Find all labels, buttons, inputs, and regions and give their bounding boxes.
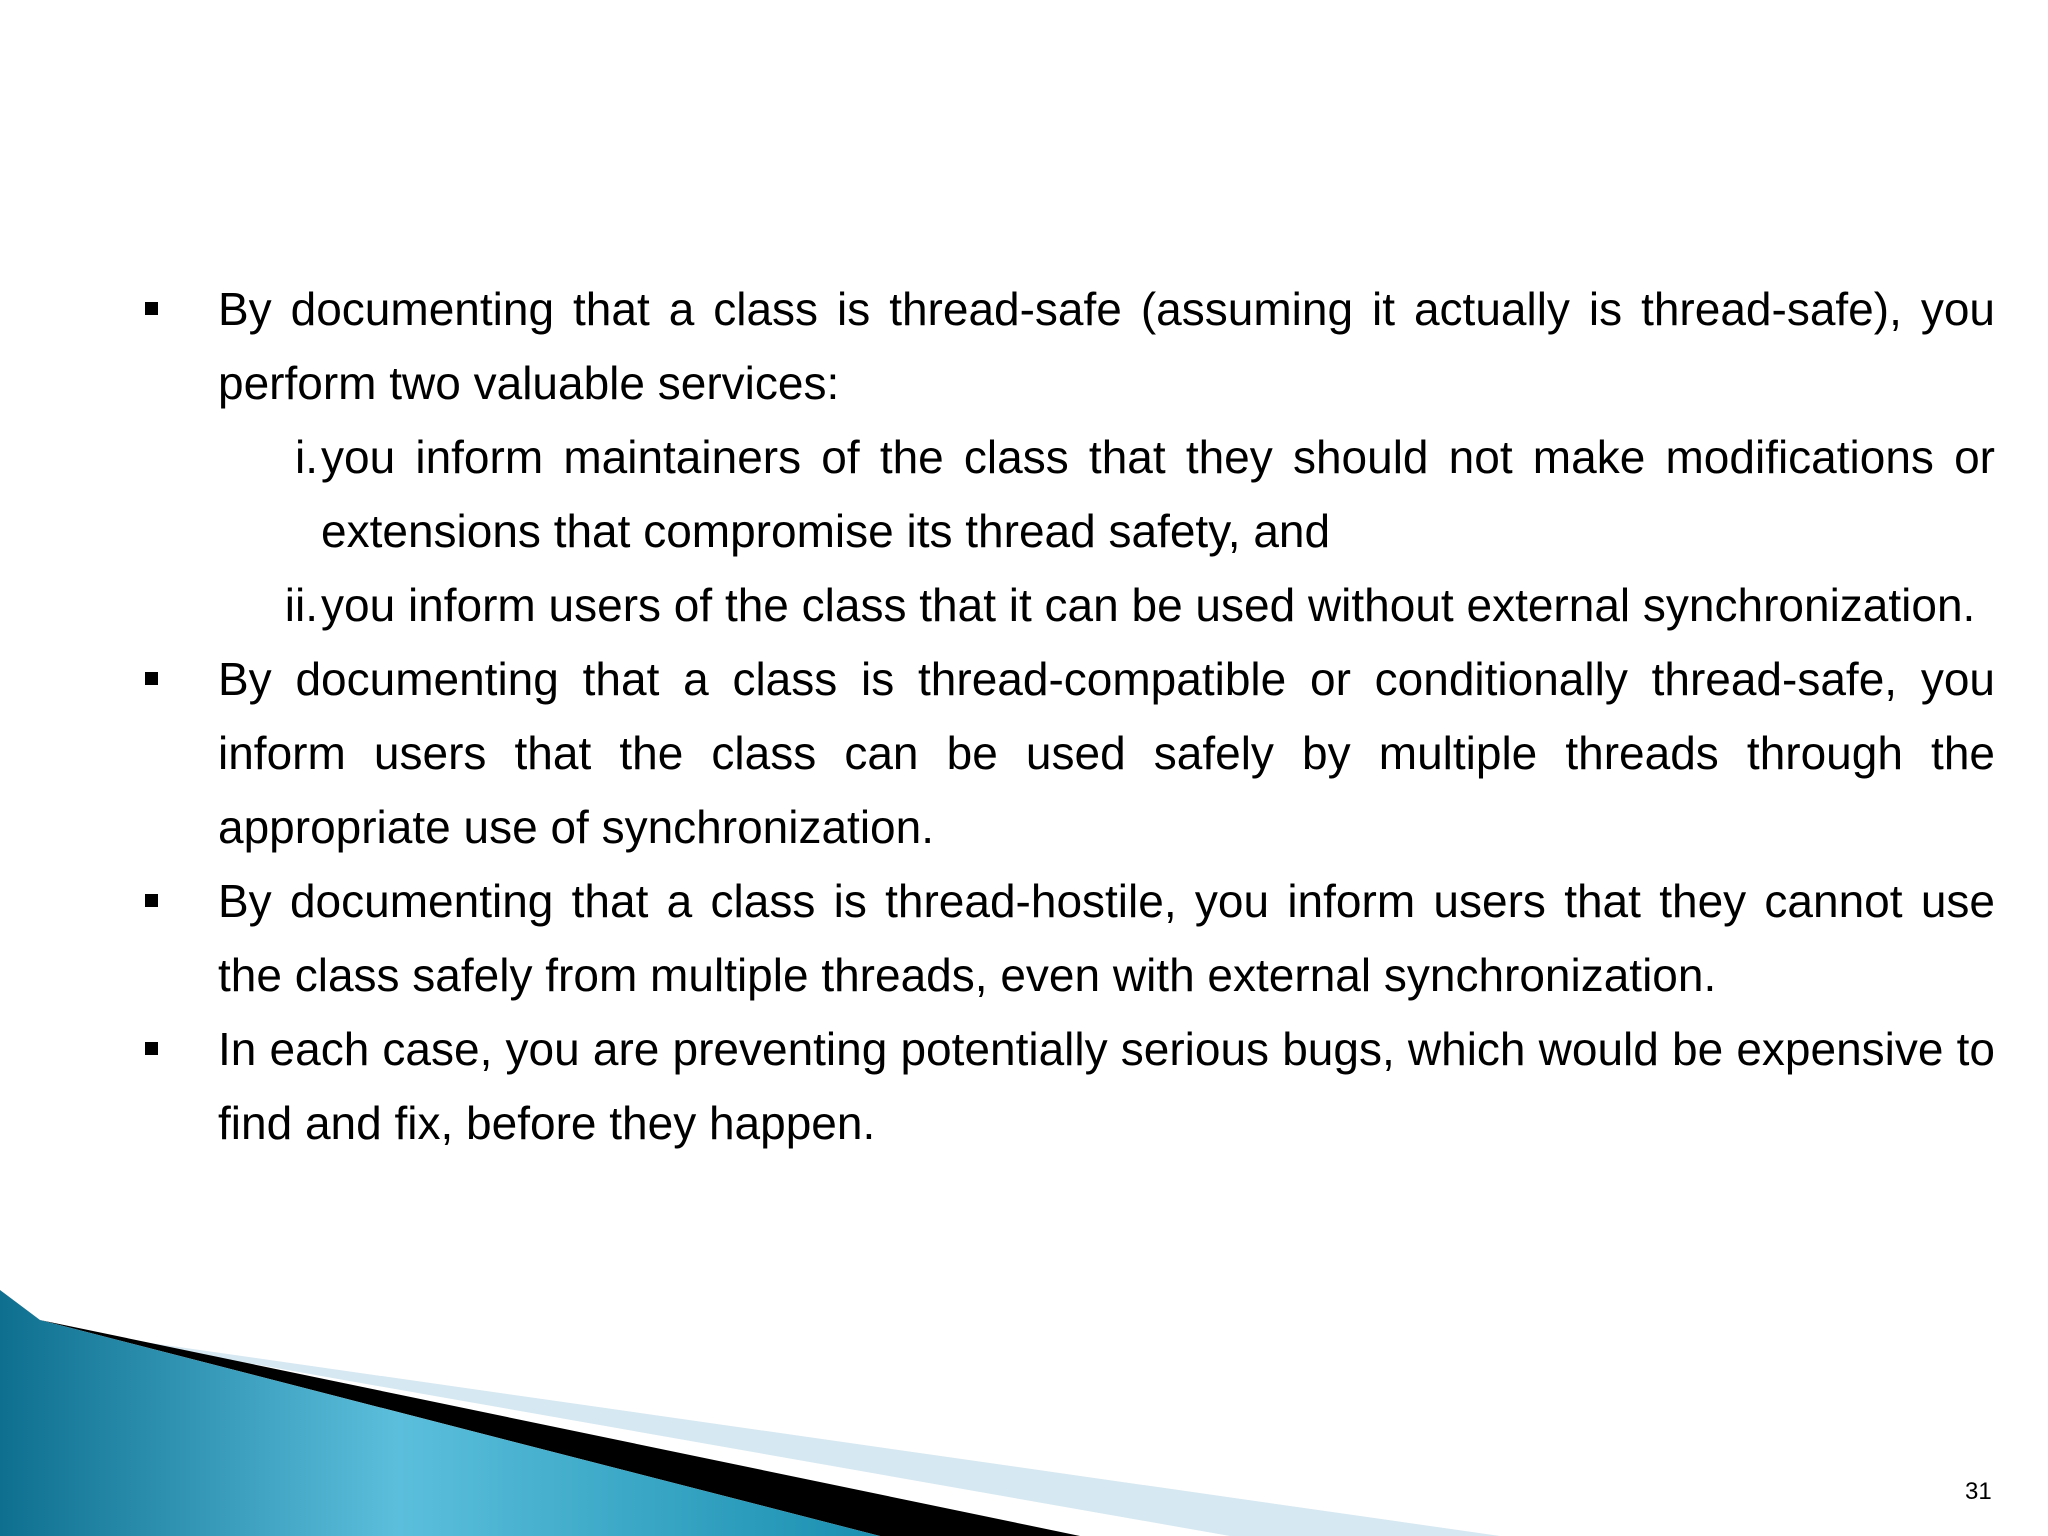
bullet-item <box>145 1012 1995 1160</box>
bullet-item <box>145 864 1995 1012</box>
bullet-item <box>145 642 1995 864</box>
sub-item <box>218 420 1995 568</box>
sub-item-text: you inform maintainers of the class that they should not make modifications or extensions that compromise its thread safety, and <box>321 431 1995 557</box>
bullet-text: By documenting that a class is thread-compatible or conditionally thread-safe, you inform users that the class can be used safely by multiple threads through the appropriate use of synchronization. <box>218 653 1995 853</box>
bullet-item <box>145 272 1995 420</box>
slide-body <box>145 272 1995 1160</box>
square-bullet-icon <box>145 302 158 315</box>
square-bullet-icon <box>145 672 158 685</box>
square-bullet-icon <box>145 1042 158 1055</box>
page-number: 31 <box>1965 1478 1992 1505</box>
sub-item-text: you inform users of the class that it can be used without external synchronization. <box>321 579 1976 631</box>
bullet-text: By documenting that a class is thread-hostile, you inform users that they cannot use the class safely from multiple threads, even with external synchronization. <box>218 875 1995 1001</box>
sub-item <box>218 568 1995 642</box>
bullet-text: By documenting that a class is thread-safe (assuming it actually is thread-safe), you perform two valuable services: <box>218 283 1995 409</box>
roman-marker: i. <box>295 431 318 483</box>
roman-marker: ii. <box>284 579 318 631</box>
bullet-text: In each case, you are preventing potentially serious bugs, which would be expensive to find and fix, before they happen. <box>218 1023 1995 1149</box>
square-bullet-icon <box>145 894 158 907</box>
decorative-swoosh <box>0 1280 2048 1536</box>
